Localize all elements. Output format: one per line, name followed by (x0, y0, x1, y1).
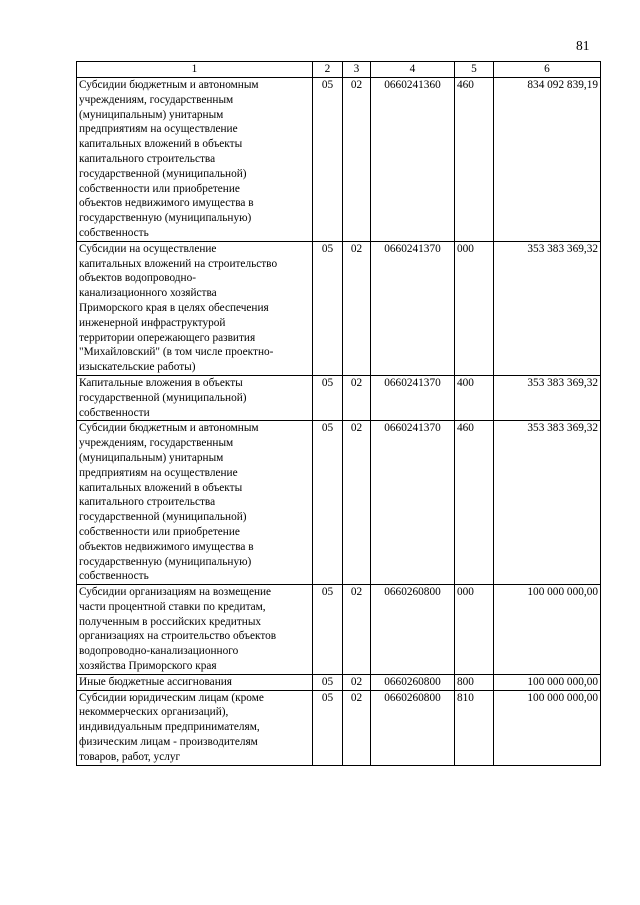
row-expense-type: 000 (455, 585, 494, 675)
row-amount: 100 000 000,00 (494, 674, 601, 690)
row-target: 0660260800 (371, 585, 455, 675)
row-target: 0660260800 (371, 690, 455, 765)
table-row (77, 78, 601, 242)
table-row (77, 674, 601, 690)
row-name (77, 375, 313, 420)
row-amount: 834 092 839,19 (494, 78, 601, 242)
row-section: 05 (313, 674, 343, 690)
row-name-text: Субсидии на осуществление капитальных вложений на строительство объектов водопроводно- канализационного хозяйства Приморского края в целях обеспечения инженерной инфраструктурой территории опережающего развития "Михайловский" (в том числе проектно- изыскательские работы) (79, 242, 278, 374)
row-subsection: 02 (343, 241, 371, 375)
row-target: 0660241370 (371, 375, 455, 420)
row-name (77, 78, 313, 242)
row-name-text: Субсидии бюджетным и автономным учреждениям, государственным (муниципальным) унитарным предприятиям на осуществление капитальных вложений в объекты капитального строительства государственной (муниципальной) собственности или приобретение объектов недвижимого имущества в государственную (муниципальную) собственность (79, 79, 259, 239)
row-name-text: Капитальные вложения в объекты государственной (муниципальной) собственности (79, 376, 247, 419)
row-name-text: Субсидии организациям на возмещение части процентной ставки по кредитам, полученным в российских кредитных организациях на строительство объектов водопроводно-канализационного хозяйства Приморского края (79, 586, 277, 673)
row-amount: 100 000 000,00 (494, 690, 601, 765)
row-name (77, 674, 313, 690)
row-name (77, 585, 313, 675)
row-subsection: 02 (343, 674, 371, 690)
row-name-text: Субсидии бюджетным и автономным учреждениям, государственным (муниципальным) унитарным предприятиям на осуществление капитальных вложений в объекты капитального строительства государственной (муниципальной) собственности или приобретение объектов недвижимого имущества в государственную (муниципальную) собственность (79, 422, 259, 583)
row-amount: 353 383 369,32 (494, 241, 601, 375)
row-expense-type: 460 (455, 78, 494, 242)
row-expense-type: 810 (455, 690, 494, 765)
column-header-section: 2 (313, 62, 343, 78)
row-amount: 353 383 369,32 (494, 421, 601, 585)
row-target: 0660241370 (371, 421, 455, 585)
row-amount: 100 000 000,00 (494, 585, 601, 675)
column-header-subsection: 3 (343, 62, 371, 78)
column-header-target: 4 (371, 62, 455, 78)
row-section: 05 (313, 375, 343, 420)
table-row (77, 241, 601, 375)
row-name-text: Субсидии юридическим лицам (кроме некоммерческих организаций), индивидуальным предпринимателям, физическим лицам - производителям товаров, работ, услуг (79, 691, 264, 763)
row-target: 0660241360 (371, 78, 455, 242)
row-expense-type: 460 (455, 421, 494, 585)
column-header-expense-type: 5 (455, 62, 494, 78)
table-row (77, 585, 601, 675)
row-expense-type: 400 (455, 375, 494, 420)
row-target: 0660241370 (371, 241, 455, 375)
row-subsection: 02 (343, 690, 371, 765)
page-number: 81 (576, 38, 590, 53)
row-name (77, 421, 313, 585)
column-header-name: 1 (77, 62, 313, 78)
row-name-text: Иные бюджетные ассигнования (79, 675, 232, 688)
row-expense-type: 800 (455, 674, 494, 690)
row-subsection: 02 (343, 585, 371, 675)
table-header-row (77, 62, 601, 78)
table-row (77, 690, 601, 765)
table-row (77, 375, 601, 420)
row-section: 05 (313, 585, 343, 675)
row-subsection: 02 (343, 421, 371, 585)
row-target: 0660260800 (371, 674, 455, 690)
row-name (77, 241, 313, 375)
row-name (77, 690, 313, 765)
row-amount: 353 383 369,32 (494, 375, 601, 420)
budget-table (76, 61, 601, 766)
row-subsection: 02 (343, 375, 371, 420)
row-expense-type: 000 (455, 241, 494, 375)
row-subsection: 02 (343, 78, 371, 242)
row-section: 05 (313, 241, 343, 375)
table-row (77, 421, 601, 585)
row-section: 05 (313, 78, 343, 242)
row-section: 05 (313, 690, 343, 765)
column-header-amount: 6 (494, 62, 601, 78)
row-section: 05 (313, 421, 343, 585)
